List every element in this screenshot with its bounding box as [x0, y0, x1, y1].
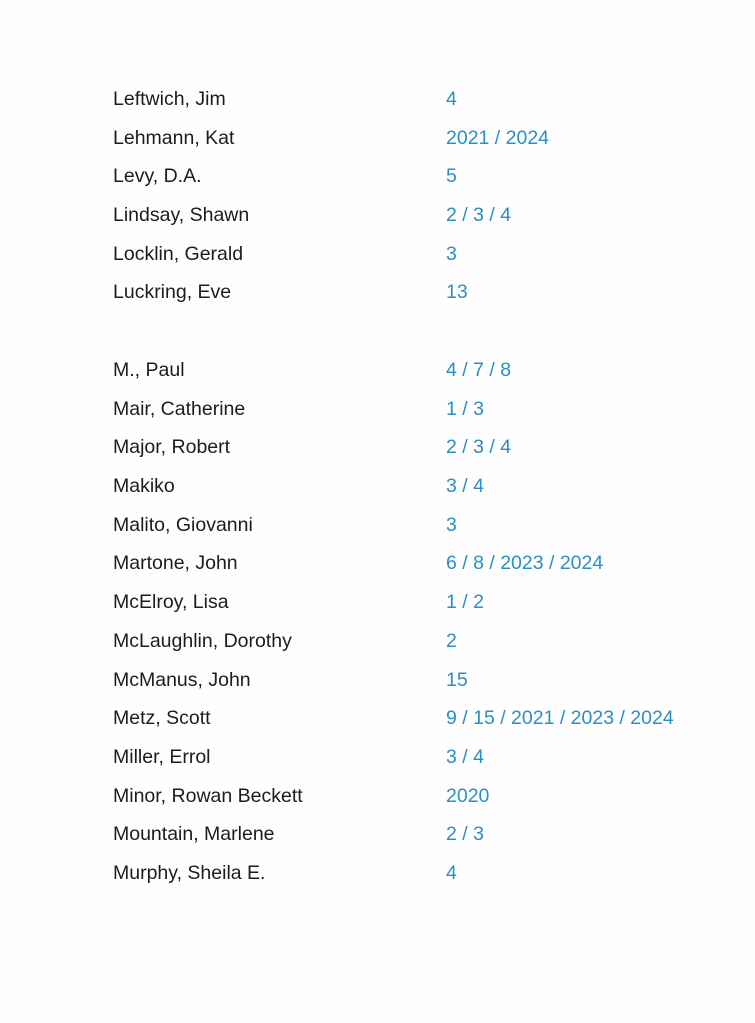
index-entry [0, 467, 755, 506]
entry-refs: 4 / 7 / 8 [446, 359, 512, 381]
index-entry [0, 738, 755, 777]
entry-refs: 4 [446, 88, 457, 110]
entry-refs: 3 / 4 [446, 475, 484, 498]
index-entry [0, 390, 755, 429]
entry-refs: 4 [446, 861, 457, 884]
entry-name: Miller, Errol [113, 745, 211, 768]
entry-refs: 3 / 4 [446, 745, 484, 768]
index-group-l [0, 80, 755, 312]
entry-name: Luckring, Eve [113, 281, 232, 304]
entry-name: Major, Robert [113, 436, 231, 459]
index-entry [0, 854, 755, 893]
index-entry [0, 661, 755, 700]
index-entry [0, 157, 755, 196]
entry-name: Metz, Scott [113, 707, 211, 730]
index-entry [0, 622, 755, 661]
entry-name: Lindsay, Shawn [113, 204, 250, 227]
entry-refs: 13 [446, 281, 468, 304]
index-entry [0, 544, 755, 583]
entry-refs: 2 / 3 [446, 823, 484, 846]
index-entry [0, 273, 755, 312]
entry-name: McManus, John [113, 668, 251, 691]
index-entry [0, 80, 755, 119]
entry-name: Murphy, Sheila E. [113, 861, 266, 884]
entry-name: McElroy, Lisa [113, 591, 229, 614]
entry-name: Leftwich, Jim [113, 88, 226, 110]
entry-refs: 3 [446, 242, 457, 265]
entry-refs: 2020 [446, 784, 490, 807]
entry-refs: 1 / 3 [446, 397, 484, 420]
entry-name: Lehmann, Kat [113, 126, 235, 149]
entry-name: M., Paul [113, 359, 185, 381]
entry-refs: 9 / 15 / 2021 / 2023 / 2024 [446, 707, 674, 730]
index-group-m [0, 351, 755, 893]
entry-name: Martone, John [113, 552, 238, 575]
entry-name: Minor, Rowan Beckett [113, 784, 303, 807]
entry-refs: 6 / 8 / 2023 / 2024 [446, 552, 604, 575]
entry-name: Locklin, Gerald [113, 242, 244, 265]
entry-refs: 2 / 3 / 4 [446, 204, 512, 227]
index-entry [0, 699, 755, 738]
entry-refs: 2 / 3 / 4 [446, 436, 512, 459]
entry-refs: 1 / 2 [446, 591, 484, 614]
entry-name: Malito, Giovanni [113, 513, 253, 536]
index-entry [0, 506, 755, 545]
index-entry [0, 815, 755, 854]
entry-refs: 2 [446, 629, 457, 652]
index-entry [0, 428, 755, 467]
entry-name: Mair, Catherine [113, 397, 246, 420]
entry-name: Levy, D.A. [113, 165, 202, 188]
index-entry [0, 119, 755, 158]
entry-refs: 3 [446, 513, 457, 536]
entry-name: McLaughlin, Dorothy [113, 629, 292, 652]
index-entry [0, 196, 755, 235]
index-entry [0, 583, 755, 622]
entry-name: Makiko [113, 475, 175, 498]
entry-name: Mountain, Marlene [113, 823, 275, 846]
entry-refs: 5 [446, 165, 457, 188]
index-entry [0, 777, 755, 816]
entry-refs: 2021 / 2024 [446, 126, 550, 149]
index-entry [0, 351, 755, 390]
entry-refs: 15 [446, 668, 468, 691]
index-entry [0, 235, 755, 274]
